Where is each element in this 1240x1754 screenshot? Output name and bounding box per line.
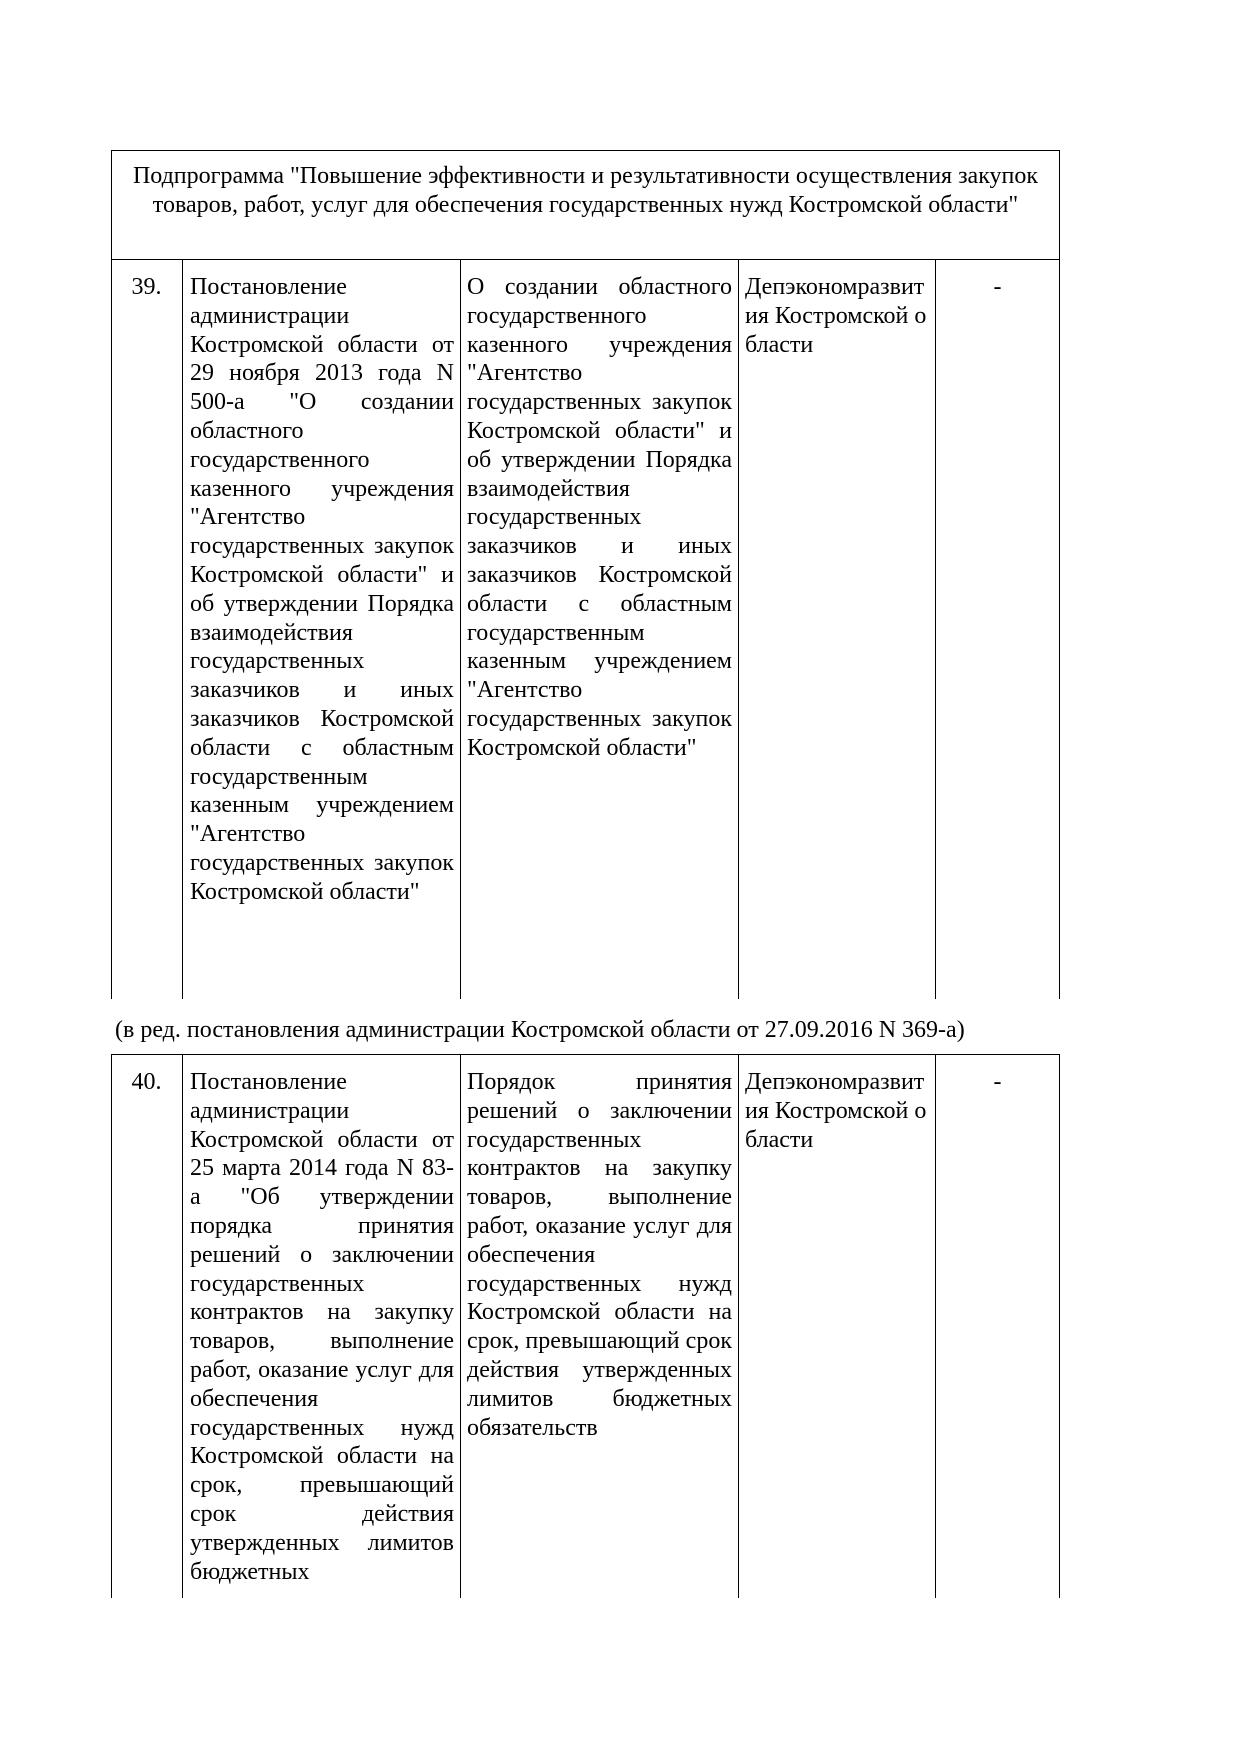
subject-cell: Порядок принятия решений о заключении государственных контрактов на закупку товаров, выполнение работ, оказание услуг для обеспечения государственных нужд Костромской области на срок, превышающий срок действия утвержденных лимитов бюджетных обязательств — [467, 1069, 732, 1441]
document-cell: Постановление администрации Костромской области от 25 марта 2014 года N 83-а "Об утверждении порядка принятия решений о заключении государственных контрактов на закупку товаров, выполнение работ, оказание услуг для обеспечения государственных нужд Костромской области на срок, превышающий срок действия утвержденных лимитов бюджетных — [190, 1069, 454, 1585]
column-divider-2 — [460, 259, 461, 999]
document-cell: Постановление администрации Костромской области от 29 ноября 2013 года N 500-а "О создании областного государственного казенного учреждения "Агентство государственных закупок Костромской области" и об утверждении Порядка взаимодействия государственных заказчиков и иных заказчиков Костромской области с областным государственным казенным учреждением "Агентство государственных закупок Костромской области" — [190, 274, 454, 905]
subject-cell: О создании областного государственного казенного учреждения "Агентство государственных закупок Костромской области" и об утверждении Порядка взаимодействия государственных заказчиков и иных заказчиков Костромской области с областным государственным казенным учреждением "Агентство государственных закупок Костромской области" — [467, 274, 732, 761]
header-row-divider — [111, 259, 1060, 260]
table-border-top — [111, 150, 1060, 151]
column-divider-1 — [182, 259, 183, 999]
column-divider-3 — [738, 259, 739, 999]
row-number: 39. — [131, 274, 162, 300]
table-border-left — [111, 150, 112, 999]
table2-border-top — [111, 1054, 1060, 1055]
table2-column-divider-2 — [460, 1054, 461, 1598]
table2-column-divider-1 — [182, 1054, 183, 1598]
column-divider-4 — [935, 259, 936, 999]
note-cell: - — [993, 1069, 1002, 1095]
table2-border-right — [1059, 1054, 1060, 1598]
table-border-right — [1059, 150, 1060, 999]
note-cell: - — [993, 274, 1002, 300]
table2-column-divider-4 — [935, 1054, 936, 1598]
row-number: 40. — [131, 1069, 162, 1095]
responsible-cell: Депэкономразвития Костромской области — [745, 274, 927, 358]
subprogram-header: Подпрограмма "Повышение эффективности и результативности осуществления закупок товаров, работ, услуг для обеспечения государственных нужд Костромской области" — [132, 163, 1039, 218]
amendment-note: (в ред. постановления администрации Костромской области от 27.09.2016 N 369-а) — [115, 1017, 965, 1043]
responsible-cell: Депэкономразвития Костромской области — [745, 1069, 927, 1153]
table2-border-left — [111, 1054, 112, 1598]
table2-column-divider-3 — [738, 1054, 739, 1598]
